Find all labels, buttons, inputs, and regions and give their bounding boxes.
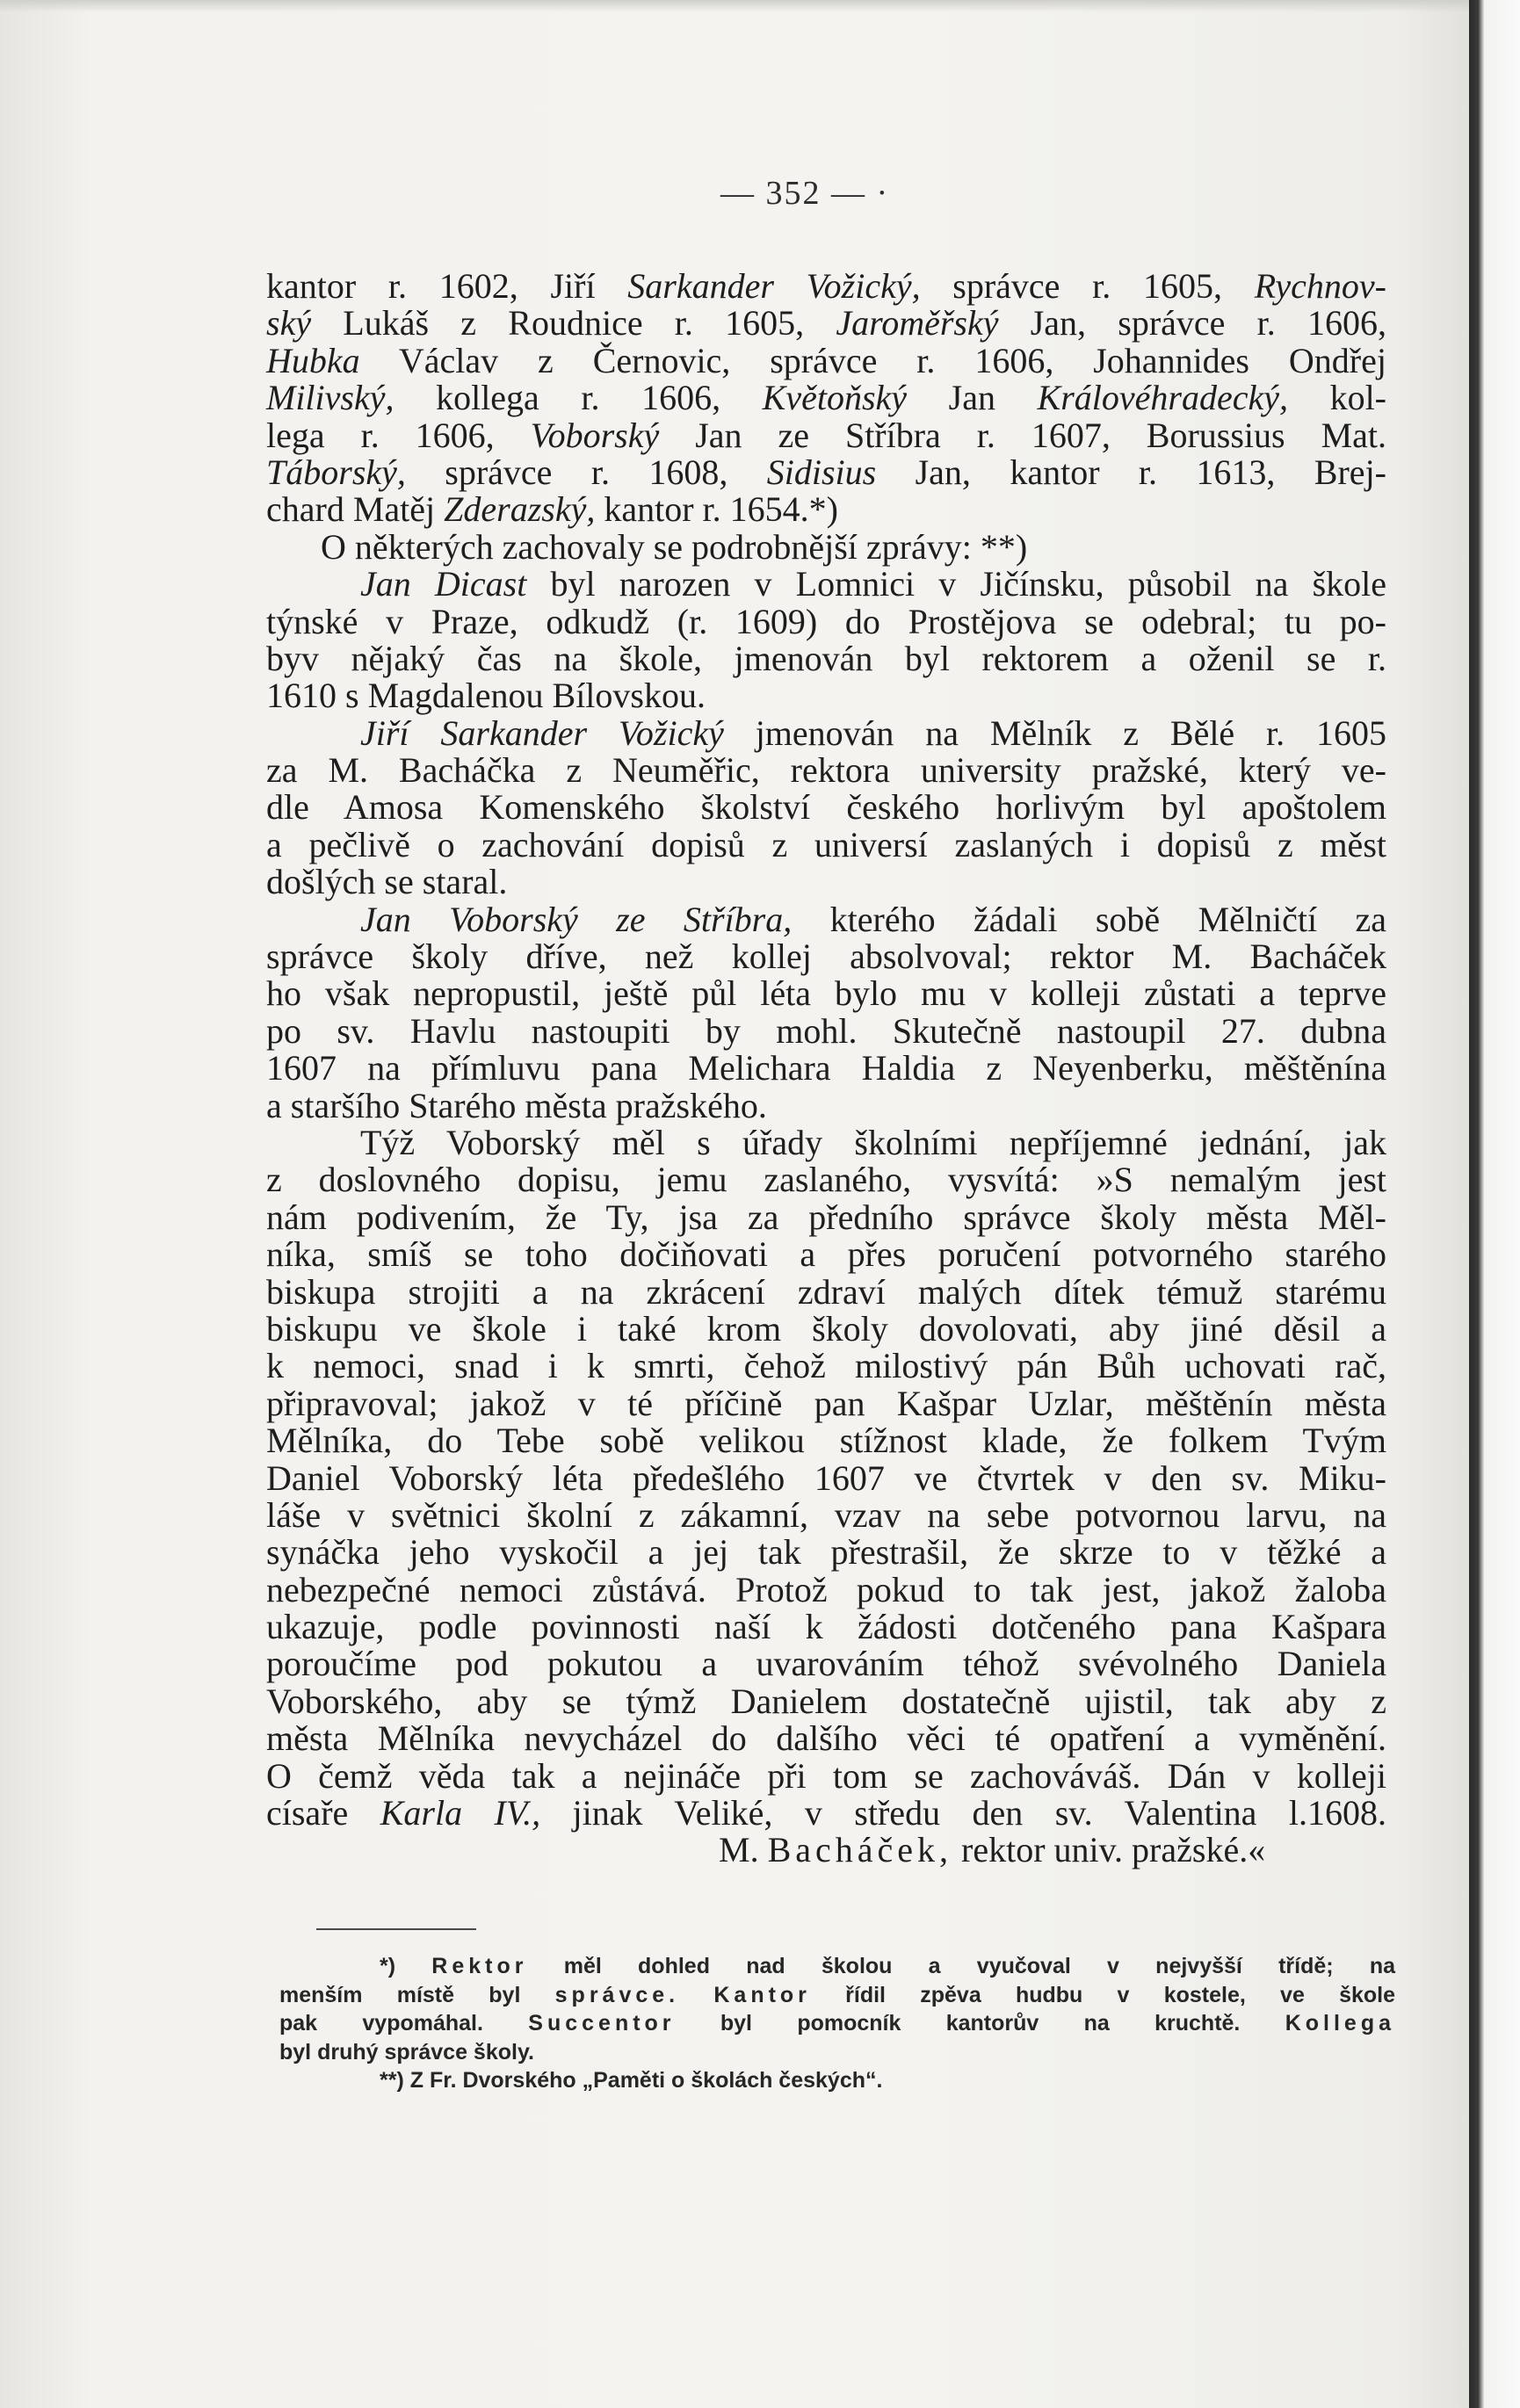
text-line: biskupu ve škole i také krom školy dovolovati, aby jiné děsil a: [266, 1308, 1386, 1349]
footnote-divider: [316, 1928, 476, 1930]
text-line: správce školy dříve, než kollej absolvoval; rektor M. Bacháček: [266, 936, 1386, 977]
paragraph-jiri-sarkander: [266, 712, 1387, 902]
text-line: ukazuje, podle povinnosti naší k žádosti dotčeného pana Kašpara: [266, 1607, 1386, 1647]
footnote-2: **) Z Fr. Dvorského „Paměti o školách českých“.: [380, 2068, 883, 2093]
text-line: ho však nepropustil, ještě půl léta bylo mu v kolleji zůstati a teprve: [266, 973, 1386, 1014]
text-line: lega r. 1606, Voborský Jan ze Stříbra r. 1607, Borussius Mat.: [266, 415, 1386, 455]
footnote-line: menším místě byl správce. Kantor řídil zpěva hudbu v kostele, ve škole: [279, 1982, 1396, 2007]
paragraph-jan-voborsky: [266, 901, 1386, 1124]
footnotes: [279, 1952, 1395, 2095]
paragraph-staff-list: [266, 268, 1386, 529]
text-line: 1610 s Magdalenou Bílovskou.: [266, 676, 706, 716]
text-line: biskupa strojiti a na zkrácení zdraví malých dítek témuž starému: [266, 1271, 1386, 1312]
text-line: Týž Voborský měl s úřady školními nepříjemné jednání, jak: [360, 1122, 1386, 1162]
page-top-edge: [0, 0, 1520, 12]
text-line: a staršího Starého města pražského.: [266, 1085, 767, 1125]
text-line: došlých se staral.: [266, 862, 508, 902]
text-line: Jan Voborský ze Stříbra, kterého žádali sobě Mělničtí za: [360, 899, 1386, 939]
text-line: za M. Bacháčka z Neuměřic, rektora university pražské, který ve-: [266, 750, 1386, 791]
text-line: chard Matěj Zderazský, kantor r. 1654.*): [266, 489, 838, 530]
text-line: z doslovného dopisu, jemu zaslaného, vysvítá: »S nemalým jest: [266, 1160, 1386, 1200]
text-line: císaře Karla IV., jinak Veliké, v středu den sv. Valentina l.1608.: [266, 1793, 1386, 1833]
text-line: po sv. Havlu nastoupiti by mohl. Skutečně nastoupil 27. dubna: [266, 1010, 1386, 1051]
text-line: Mělníka, do Tebe sobě velikou stížnost klade, že folkem Tvým: [266, 1421, 1386, 1461]
footnote-line: byl druhý správce školy.: [279, 2039, 534, 2065]
text-line: připravoval; jakož v té příčině pan Kašpar Uzlar, měštěnín města: [266, 1383, 1386, 1423]
text-line: nám podivením, že Ty, jsa za předního správce školy města Měl-: [266, 1197, 1386, 1237]
paragraph-jan-dicast: [266, 566, 1386, 715]
text-line: poroučíme pod pokutou a uvarováním téhož svévolného Daniela: [266, 1644, 1386, 1684]
text-line: dle Amosa Komenského školství českého horlivým byl apoštolem: [266, 787, 1386, 828]
text-line: města Mělníka nevycházel do dalšího věci té opatření a vyměnění.: [266, 1718, 1386, 1759]
body-text: [266, 268, 1386, 1869]
text-line: Milivský, kollega r. 1606, Květoňský Jan Královéhradecký, kol-: [266, 378, 1386, 418]
letter-signature: M. Bacháček, rektor univ. pražské.«: [719, 1830, 1266, 1870]
footnote-line: pak vypomáhal. Succentor byl pomocník kantorův na kruchtě. Kollega: [279, 2011, 1395, 2036]
text-line: Jiří Sarkander Vožický jmenován na Mělník z Bělé r. 1605: [360, 712, 1387, 753]
text-line: ský Lukáš z Roudnice r. 1605, Jaroměřský Jan, správce r. 1606,: [266, 303, 1386, 343]
text-line: níka, smíš se toho dočiňovati a přes poručení potvorného starého: [266, 1234, 1386, 1275]
text-line: Voborského, aby se týmž Danielem dostatečně ujistil, tak aby z: [266, 1681, 1386, 1721]
text-line: O čemž věda tak a nejináče při tom se zachováváš. Dán v kolleji: [266, 1755, 1386, 1796]
text-line: týnské v Praze, odkudž (r. 1609) do Prostějova se odebral; tu po-: [266, 601, 1386, 641]
text-line: k nemoci, snad i k smrti, čehož milostivý pán Bůh uchovati rač,: [266, 1346, 1386, 1386]
text-line: synáčka jeho vyskočil a jej tak přestrašil, že skrze to v těžké a: [266, 1532, 1386, 1573]
text-line: láše v světnici školní z zákamní, vzav na sebe potvornou larvu, na: [266, 1494, 1386, 1535]
page-binding-edge: [1469, 0, 1520, 2408]
footnote-line: *) Rektor měl dohled nad školou a vyučoval v nejvyšší třídě; na: [380, 1954, 1396, 1978]
text-line: Jan Dicast byl narozen v Lomnici v Jičínsku, působil na škole: [360, 564, 1386, 604]
text-line: byv nějaký čas na škole, jmenován byl rektorem a oženil se r.: [266, 638, 1386, 678]
text-line: nebezpečné nemoci zůstává. Protož pokud to tak jest, jakož žaloba: [266, 1569, 1386, 1609]
text-line: Táborský, správce r. 1608, Sidisius Jan, kantor r. 1613, Brej-: [266, 452, 1386, 492]
text-line: kantor r. 1602, Jiří Sarkander Vožický, správce r. 1605, Rychnov-: [266, 266, 1386, 306]
text-line: a pečlivě o zachování dopisů z universí zaslaných i dopisů z měst: [266, 824, 1386, 864]
text-line: Daniel Voborský léta předešlého 1607 ve čtvrtek v den sv. Miku-: [266, 1457, 1386, 1498]
paragraph-intro: O některých zachovaly se podrobnější zprávy: **): [321, 526, 1028, 567]
paragraph-letter: [266, 1124, 1386, 1869]
text-line: Hubka Václav z Černovic, správce r. 1606, Johannides Ondřej: [266, 340, 1386, 380]
page-number: — 352 — ·: [720, 175, 890, 212]
footnote-1: [279, 1952, 1395, 2066]
text-line: 1607 na přímluvu pana Melichara Haldia z Neyenberku, měštěnína: [266, 1048, 1386, 1088]
